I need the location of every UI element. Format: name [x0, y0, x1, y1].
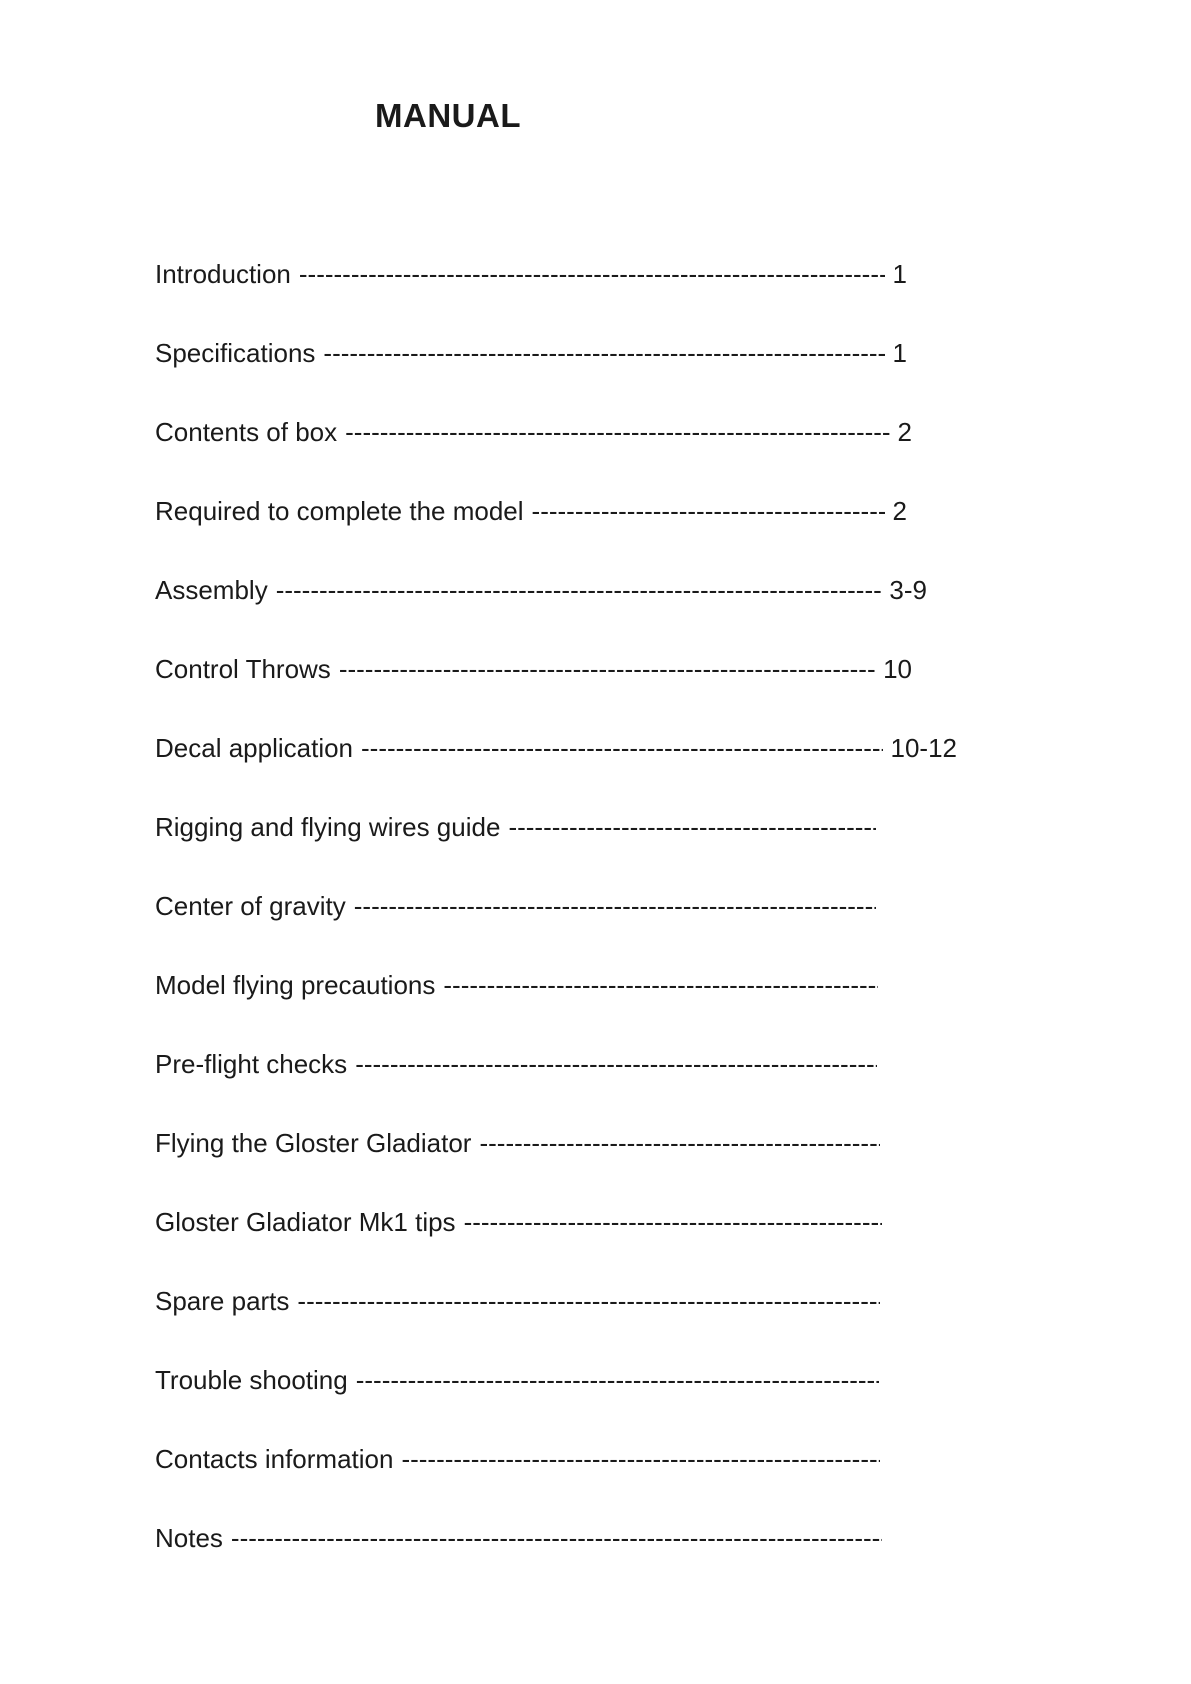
toc-entry-label: Gloster Gladiator Mk1 tips [155, 1207, 456, 1237]
toc-entry-label: Notes [155, 1523, 223, 1553]
toc-entry-pre-flight-checks [155, 1047, 885, 1081]
toc-leader-dashes [323, 336, 884, 370]
toc-entry-assembly [155, 573, 927, 607]
toc-entry-notes [155, 1521, 890, 1555]
toc-entry-label: Flying the Gloster Gladiator [155, 1128, 472, 1158]
toc-entry-page: 1 [892, 338, 907, 368]
toc-leader-dashes [354, 889, 876, 923]
toc-leader-dashes [401, 1442, 880, 1476]
toc-entry-page: 10 [883, 654, 912, 684]
toc-entry-label: Rigging and flying wires guide [155, 812, 501, 842]
toc-entry-label: Introduction [155, 259, 291, 289]
toc-leader-dashes [532, 494, 885, 528]
toc-leader-dashes [299, 257, 885, 291]
toc-entry-page: 3-9 [889, 575, 927, 605]
toc-entry-label: Pre-flight checks [155, 1049, 348, 1079]
page-title: MANUAL [375, 97, 521, 134]
toc-entry-center-of-gravity [155, 889, 884, 923]
toc-leader-dashes [355, 1047, 877, 1081]
toc-entry-label: Assembly [155, 575, 268, 605]
toc-entry-flying-gladiator [155, 1126, 888, 1160]
toc-entry-page: 1 [892, 259, 907, 289]
toc-entry-label: Decal application [155, 733, 354, 763]
toc-leader-dashes [297, 1284, 880, 1318]
toc-entry-trouble-shooting [155, 1363, 887, 1397]
toc-entry-spare-parts [155, 1284, 888, 1318]
toc-entry-gladiator-tips [155, 1205, 890, 1239]
toc-entry-label: Spare parts [155, 1286, 290, 1316]
toc-entry-flying-precautions [155, 968, 886, 1002]
toc-entry-contacts-information [155, 1442, 888, 1476]
toc-entry-decal-application [155, 731, 957, 765]
toc-leader-dashes [345, 415, 889, 449]
toc-entry-required-to-complete [155, 494, 907, 528]
toc-leader-dashes [276, 573, 882, 607]
toc-leader-dashes [231, 1521, 882, 1555]
toc-leader-dashes [508, 810, 876, 844]
toc-leader-dashes [479, 1126, 880, 1160]
toc-entry-page: 2 [892, 496, 907, 526]
toc-entry-label: Center of gravity [155, 891, 346, 921]
toc-entry-label: Trouble shooting [155, 1365, 348, 1395]
toc-leader-dashes [356, 1363, 879, 1397]
toc-entry-page: 10-12 [890, 733, 957, 763]
toc-entry-label: Contacts information [155, 1444, 394, 1474]
toc-entry-control-throws [155, 652, 912, 686]
toc-entry-label: Control Throws [155, 654, 331, 684]
toc-entry-introduction [155, 257, 907, 291]
toc-entry-label: Specifications [155, 338, 316, 368]
toc-entry-contents-of-box [155, 415, 912, 449]
toc-entry-label: Required to complete the model [155, 496, 524, 526]
toc-entry-rigging [155, 810, 884, 844]
toc-leader-dashes [443, 968, 878, 1002]
toc-entry-specifications [155, 336, 907, 370]
toc-leader-dashes [464, 1205, 882, 1239]
toc-entry-label: Model flying precautions [155, 970, 436, 1000]
toc-leader-dashes [361, 731, 882, 765]
toc-leader-dashes [339, 652, 875, 686]
toc-entry-page: 2 [897, 417, 912, 447]
toc-entry-label: Contents of box [155, 417, 338, 447]
